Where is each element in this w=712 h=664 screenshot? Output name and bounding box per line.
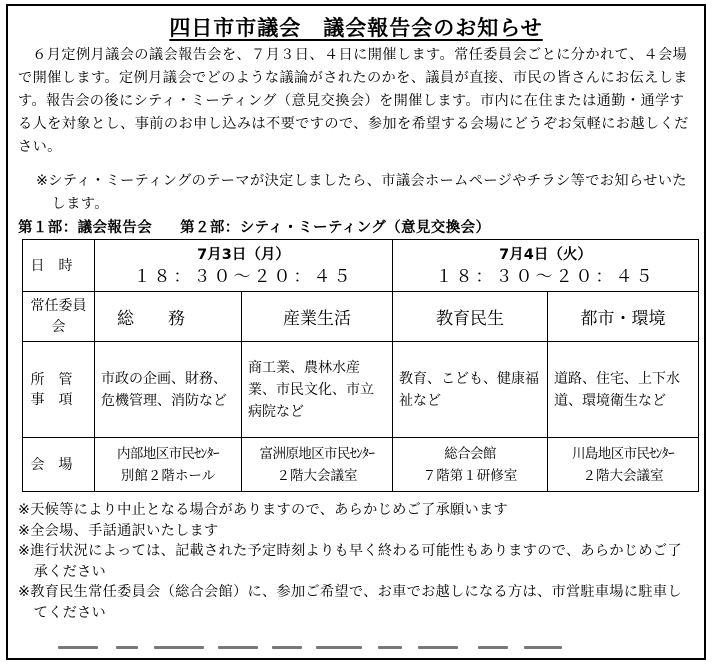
intro-paragraph: ６月定例月議会の議会報告会を、７月３日、４日に開催します。常任委員会ごとに分かれて、４会場で開催します。定例月議会でどのような議論がされたのかを、議員が直接、市民の皆さんにお伝えします。報告会の後にシティ・ミーティング（意見交換会）を開催します。市内に在住または通勤・通学する人を対象とし、事前のお申し込みは不要ですので、参加を希望する会場にどうぞお気軽にお越しください。 — [18, 47, 689, 155]
venue-row-label: 会場 — [23, 438, 95, 492]
venue-1-room: 別館２階ホール — [120, 467, 216, 484]
committee-row-label: 常任委員会 — [23, 292, 95, 342]
venue-3-room: ７階第１研修室 — [422, 467, 518, 484]
notice-frame — [6, 4, 706, 660]
venue-3-name: 総合会館 — [444, 445, 496, 462]
date-time-2: １８：３０～２０：４５ — [435, 266, 656, 287]
notes-list — [18, 500, 696, 623]
part1-label: 第１部：議会報告会 — [18, 220, 153, 236]
date-time-1: １８：３０～２０：４５ — [133, 266, 354, 287]
duty-row-label: 所管事項 — [23, 342, 95, 438]
date-day-1: 7月3日（月） — [197, 246, 290, 263]
date-cell-1 — [95, 240, 393, 292]
duty-industry-life: 商工業、農林水産業、市民文化、市立病院など — [242, 342, 393, 438]
program-parts — [18, 216, 490, 237]
venue-2 — [242, 438, 393, 492]
venue-3 — [393, 438, 548, 492]
venue-4 — [548, 438, 699, 492]
committee-row — [23, 292, 699, 342]
date-day-2: 7月4日（火） — [499, 246, 592, 263]
venue-4-room: ２階大会議室 — [582, 467, 664, 484]
venue-2-room: ２階大会議室 — [276, 467, 358, 484]
page-title: 四日市市議会 議会報告会のお知らせ — [169, 16, 543, 40]
committee-industry-life: 産業生活 — [242, 292, 393, 342]
venue-row — [23, 438, 699, 492]
committee-city-environment: 都市・環境 — [548, 292, 699, 342]
duty-education-welfare: 教育、こども、健康福祉など — [393, 342, 548, 438]
note-parking: ※教育民生常任委員会（総合会館）に、参加ご希望で、お車でお越しになる方は、市営駐車場に駐車してください — [18, 584, 682, 621]
venue-2-name: 富洲原地区市民ｾﾝﾀｰ — [259, 445, 375, 462]
city-meeting-note: ※シティ・ミーティングのテーマが決定しましたら、市議会ホームページやチラシ等でお知らせいたします。 — [36, 173, 687, 212]
venue-1 — [95, 438, 242, 492]
note-weather: ※天候等により中止となる場合がありますので、あらかじめご了承願います — [18, 502, 508, 518]
date-row-label: 日時 — [23, 240, 95, 292]
date-row — [23, 240, 699, 292]
duty-general-affairs: 市政の企画、財務、危機管理、消防など — [95, 342, 242, 438]
cutoff-text-line — [58, 638, 598, 652]
venue-4-name: 川島地区市民ｾﾝﾀｰ — [572, 445, 674, 462]
duty-row — [23, 342, 699, 438]
venue-1-name: 内部地区市民ｾﾝﾀｰ — [117, 445, 219, 462]
committee-general-affairs: 総務 — [95, 292, 242, 342]
duty-city-environment: 道路、住宅、上下水道、環境衛生など — [548, 342, 699, 438]
schedule-table — [22, 239, 699, 492]
part2-label: 第２部：シティ・ミーティング（意見交換会） — [180, 220, 491, 236]
note-early-finish: ※進行状況によっては、記載された予定時刻よりも早く終わる可能性もありますので、あらかじめご了承ください — [18, 543, 682, 580]
committee-education-welfare: 教育民生 — [393, 292, 548, 342]
note-sign-language: ※全会場、手話通訳いたします — [18, 522, 219, 539]
date-cell-2 — [393, 240, 699, 292]
